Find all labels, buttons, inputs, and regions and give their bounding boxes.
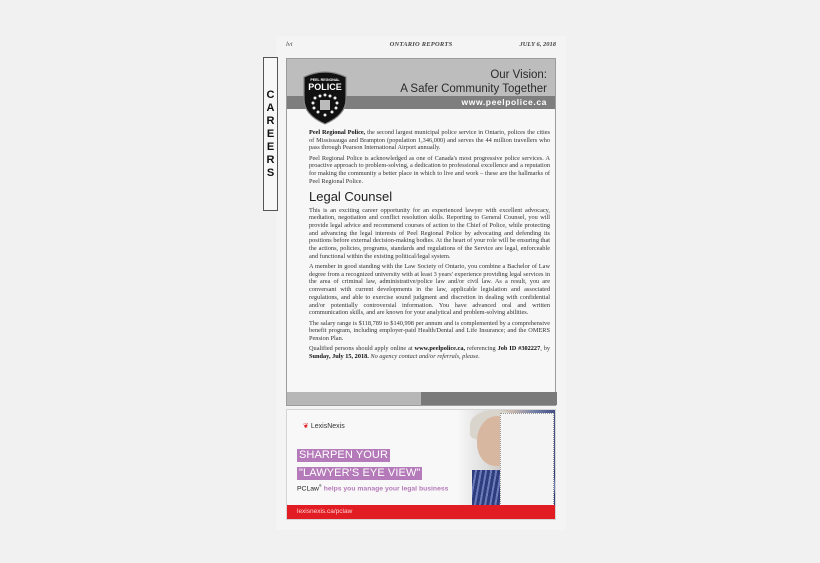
photo-placeholder-block xyxy=(500,413,554,506)
police-job-ad xyxy=(286,58,556,406)
job-title: Legal Counsel xyxy=(309,188,393,204)
intro-paragraph xyxy=(309,129,550,152)
registered-mark: ® xyxy=(318,483,322,488)
police-website-link[interactable]: www.peelpolice.ca xyxy=(461,97,547,107)
pclaw-brand: PCLaw xyxy=(297,485,319,493)
apply-text: referencing xyxy=(465,345,498,353)
tab-letter: A xyxy=(266,101,275,114)
ad-tagline xyxy=(297,483,448,492)
publication-title: ONTARIO REPORTS xyxy=(389,41,453,48)
pclaw-url-link[interactable]: lexisnexis.ca/pclaw xyxy=(297,508,353,515)
tab-letter: R xyxy=(266,114,275,127)
tab-letter: E xyxy=(266,140,275,153)
vision-line-2: A Safer Community Together xyxy=(400,83,547,95)
careers-section-tab xyxy=(263,57,278,211)
svg-text:PEEL REGIONAL: PEEL REGIONAL xyxy=(310,78,340,82)
agency-note: No agency contact and/or referrals, please. xyxy=(368,352,480,360)
running-head xyxy=(286,41,556,51)
ad-body xyxy=(309,129,550,363)
issue-date: JULY 6, 2018 xyxy=(519,41,556,48)
job-id: Job ID #302227 xyxy=(497,345,541,353)
tab-letter: R xyxy=(266,153,275,166)
police-badge-icon xyxy=(300,67,350,125)
intro-text: the second largest municipal police service in Ontario, polices the cities of Mississauga and Brampton (population 1,346,000) and serves the 44 million travellers who pass through Pearson International Airport annually. xyxy=(309,129,550,152)
svg-text:POLICE: POLICE xyxy=(308,82,342,92)
intro-org-name: Peel Regional Police, xyxy=(309,129,366,136)
tab-letter: S xyxy=(266,166,275,179)
salary-paragraph: The salary range is $118,789 to $140,998 per annum and is complemented by a comprehensive benefit program, including employer-paid Health/Dental and Life Insurance; and the OMERS Pension Plan. xyxy=(309,319,550,342)
apply-url-link[interactable]: www.peelpolice.ca, xyxy=(414,345,466,353)
qualifications-paragraph: A member in good standing with the Law Society of Ontario, you combine a Bachelor of Law degree from a recognized university with at least 3 years' experience providing legal services in the area of criminal law, administrative/police law and/or civil law. As a result, you are conversant with current developments in the law, applicable legislation and associated regulations, and able to exercise sound judgment and discretion in dealing with confidential and/or potentially controversial information. You have advanced oral and written communication skills, and are known for your analytical and problem-solving abilities. xyxy=(309,263,550,317)
ad-footer-bar-light xyxy=(287,392,421,405)
ad-footer xyxy=(287,505,555,519)
tab-letter: E xyxy=(266,127,275,140)
apply-text: , by xyxy=(540,345,550,353)
ad-headline xyxy=(297,445,422,481)
page-number: lvi xyxy=(286,41,293,48)
tab-letter: C xyxy=(266,88,275,101)
headline-line-1: SHARPEN YOUR xyxy=(299,449,389,461)
headline-line-2: "LAWYER'S EYE VIEW" xyxy=(299,467,421,479)
lexisnexis-ad[interactable] xyxy=(286,409,556,520)
apply-paragraph xyxy=(309,345,550,360)
about-paragraph: Peel Regional Police is acknowledged as one of Canada's most progressive police services. A proactive approach to problem-solving, a dedication to professional excellence and a reputation for making the community a better place in which to live and work – these are the hallmarks of Peel Regional Police. xyxy=(309,154,550,185)
tagline-text: helps you manage your legal business xyxy=(321,485,449,493)
role-paragraph: This is an exciting career opportunity for an experienced lawyer with excellent advocacy, mediation, negotiation and conflict resolution skills. Reporting to General Counsel, you will provide legal advice and recommend courses of action to the Chief of Police, while protecting and advancing the legal interests of Peel Regional Police by advocating and defending its positions before external decision-making bodies. At the heart of your role will be ensuring that the actions, policies, programs, standards and regulations of the Service are legal, enforceable and functional within the existing political/legal system. xyxy=(309,206,550,260)
vision-statement xyxy=(400,68,547,96)
vision-line-1: Our Vision: xyxy=(490,69,547,81)
apply-text: Qualified persons should apply online at xyxy=(309,345,415,353)
lexisnexis-logo xyxy=(303,422,345,430)
lexisnexis-tree-icon: ❦ xyxy=(303,423,309,430)
lexisnexis-logo-text: LexisNexis xyxy=(310,423,345,430)
deadline: Sunday, July 15, 2018. xyxy=(309,352,369,360)
ad-footer-bar-dark xyxy=(421,392,557,405)
